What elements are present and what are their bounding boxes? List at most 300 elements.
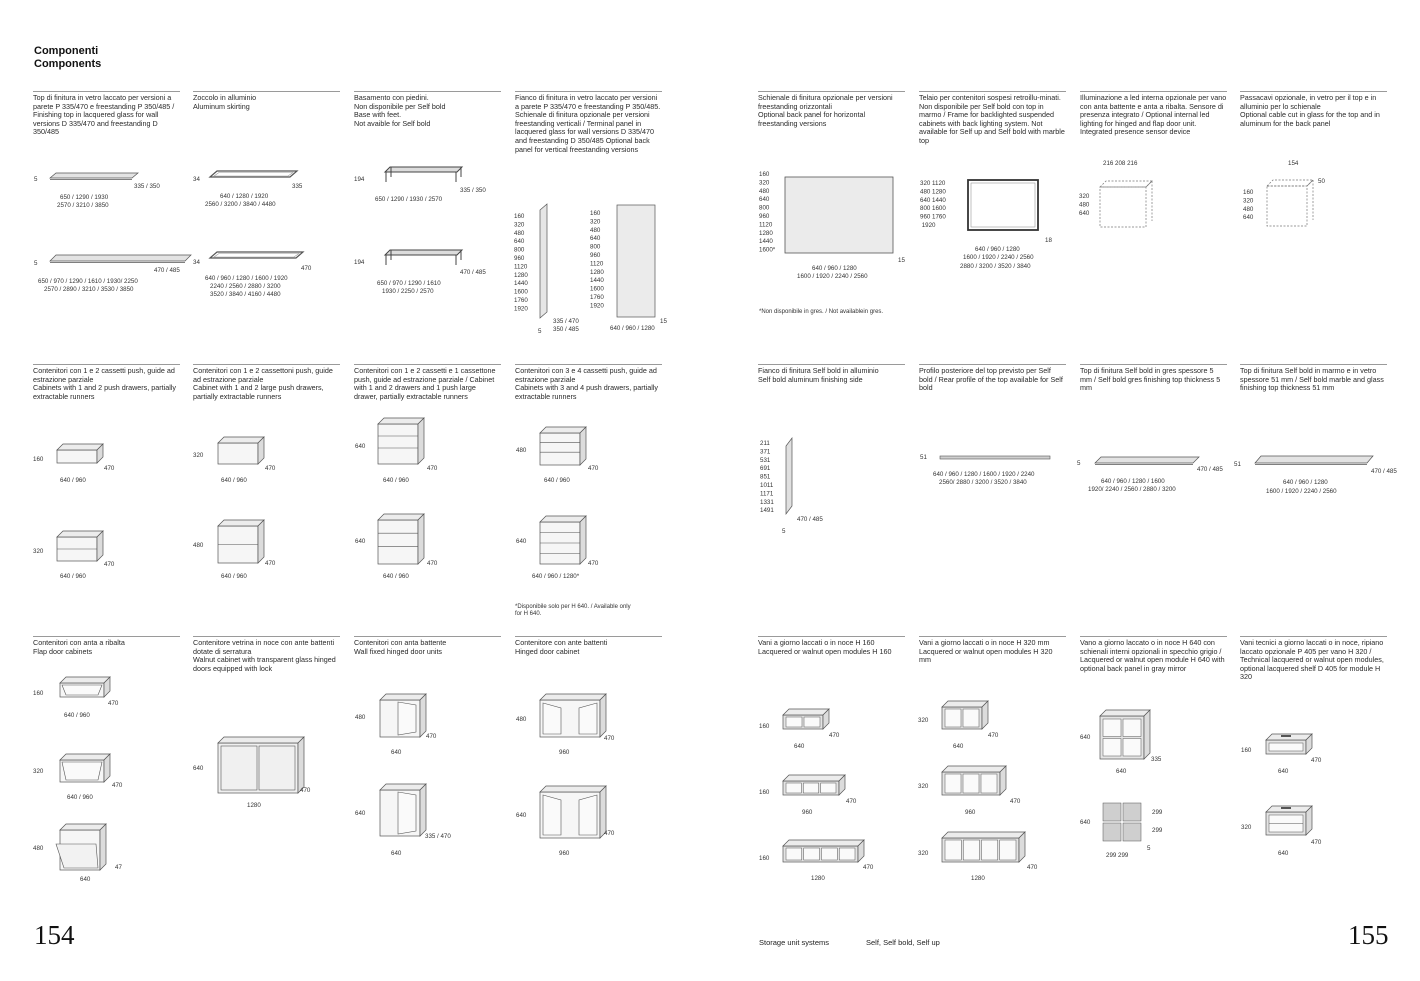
component-description: Top di finitura Self bold in gres spessore 5 mm / Self bold gres finishing top thickness 5 mm	[1080, 366, 1221, 393]
component-description: Vani a giorno laccati o in noce H 320 mm Lacquered or walnut open modules H 320 mm	[919, 638, 1053, 665]
component-drawing	[760, 438, 823, 535]
dimension-label: 335	[1151, 756, 1162, 763]
slab-shape	[50, 173, 138, 178]
dimension-label: 470 / 485	[154, 267, 180, 274]
side-face	[418, 514, 424, 564]
mirror-panel	[1103, 803, 1121, 821]
dimension-value: 640 1440	[920, 196, 946, 204]
dimension-label: 1930 / 2250 / 2570	[382, 288, 434, 295]
top-face	[60, 677, 110, 683]
hinged-door	[398, 792, 416, 834]
hinged-door	[543, 795, 561, 835]
dimension-value: 640	[1243, 214, 1254, 222]
top-face	[540, 427, 586, 433]
back-panel	[617, 205, 655, 317]
side-face	[418, 418, 424, 464]
dimension-value: 320	[514, 221, 525, 229]
dimension-label: 335 / 350	[134, 183, 160, 190]
dimension-value: 640	[759, 196, 770, 204]
dimension-label: 160	[759, 855, 770, 862]
dimension-value: 480 1280	[920, 188, 946, 196]
dimension-label: 1600 / 1920 / 2240 / 2560	[797, 273, 868, 280]
slab-shape	[1255, 456, 1373, 463]
dimension-label: 470	[426, 733, 437, 740]
dimension-value: 1920	[514, 305, 528, 313]
dimension-label: 2880 / 3200 / 3520 / 3840	[960, 263, 1031, 270]
side-face	[298, 737, 304, 793]
back-panel	[785, 177, 893, 253]
dimension-value: 640	[1079, 209, 1090, 217]
dimension-label: 5	[34, 176, 38, 183]
dimension-label: 470 / 485	[460, 269, 486, 276]
dimension-label: 154	[1288, 160, 1299, 167]
top-face	[380, 784, 426, 790]
component-description: Contenitori con 1 e 2 cassetti push, guide ad estrazione parziale Cabinets with 1 and 2 push drawers, partially extractable runners	[33, 366, 177, 401]
dimension-value: 480	[759, 187, 770, 195]
top-face	[1100, 710, 1150, 716]
top-face	[783, 840, 864, 846]
component-drawing	[918, 832, 1038, 882]
dimension-value: 160	[759, 171, 770, 178]
dimension-label: 335 / 350	[460, 187, 486, 194]
dimension-label: 335	[292, 183, 303, 190]
dimension-label: 470	[265, 560, 276, 567]
dimension-value: 320	[759, 179, 770, 187]
dimension-label: 320	[918, 717, 929, 724]
dimension-label: 5	[1077, 460, 1081, 467]
dimension-label: 960	[802, 809, 813, 816]
backlight-frame	[968, 180, 1038, 230]
open-compartment	[1103, 719, 1121, 737]
dimension-label: 470	[604, 735, 615, 742]
component-drawing	[1080, 803, 1163, 859]
dimension-label: 34	[193, 259, 200, 266]
dimension-label: 640	[516, 538, 527, 545]
dimension-value: 480	[590, 226, 601, 234]
component-drawing	[193, 520, 276, 580]
hinged-door	[579, 795, 597, 835]
open-compartment	[1103, 739, 1121, 757]
open-compartment	[982, 840, 998, 860]
component-drawing	[918, 766, 1021, 816]
dimension-label	[590, 210, 604, 309]
dimension-label: 160	[33, 690, 44, 697]
top-face	[378, 514, 424, 520]
dimension-label: 194	[354, 176, 365, 183]
top-face	[218, 437, 264, 443]
top-face	[60, 754, 110, 760]
dimension-label: 470	[604, 830, 615, 837]
front-face	[218, 443, 258, 464]
dimension-label: 640 / 1280 / 1920	[220, 193, 269, 200]
dimension-label: 480	[516, 447, 527, 454]
dimension-label: 650 / 1290 / 1930 / 2570	[375, 196, 443, 203]
dimension-value: 371	[760, 448, 771, 456]
side-face	[580, 427, 586, 465]
dimension-label: 640	[794, 743, 805, 750]
component-drawing	[33, 531, 115, 580]
cable-slot	[1281, 807, 1291, 809]
dimension-label	[1243, 189, 1254, 221]
dimension-value: 960	[759, 213, 770, 220]
component-description: Top di finitura Self bold in marmo e in vetro spessore 51 mm / Self bold marble and glass finishing top thickness 51 mm	[1240, 366, 1384, 393]
dimension-label: 470	[265, 465, 276, 472]
component-drawing	[355, 418, 438, 484]
dimension-label: 640 / 960	[60, 477, 86, 484]
open-compartment	[822, 848, 838, 860]
dimension-label: 320	[33, 768, 44, 775]
component-description: Contenitori con anta a ribalta Flap door cabinets	[33, 638, 125, 656]
footer-category: Storage unit systems	[759, 938, 830, 947]
component-description: Top di finitura in vetro laccato per versioni a parete P 335/470 e freestanding P 350/485 / Finishing top in lacquered glass for wall versions D 335/470 and freestanding D 350/485	[33, 93, 175, 137]
top-face	[60, 824, 106, 830]
dimension-label: 470 / 485	[1197, 466, 1223, 473]
cable-slot	[1281, 735, 1291, 737]
dimension-label: 960	[559, 749, 570, 756]
dimension-label: 640 / 960 / 1280	[610, 325, 655, 332]
open-compartment	[786, 848, 802, 860]
component-drawing	[516, 516, 599, 580]
dimension-label: 470	[300, 787, 311, 794]
dimension-label: 650 / 1290 / 1930	[60, 194, 109, 201]
dimension-label: 640 / 960	[544, 477, 570, 484]
dimension-label: 640 / 960 / 1280	[1283, 479, 1328, 486]
dimension-label: 5	[34, 260, 38, 267]
open-compartment	[963, 709, 979, 727]
dimension-label: 5	[538, 328, 542, 335]
mirror-panel	[1103, 823, 1121, 841]
dimension-label: 47	[115, 864, 122, 871]
hinged-door	[543, 703, 561, 734]
dimension-value: 1760	[590, 294, 604, 301]
slab-shape	[50, 255, 191, 261]
dimension-value: 1600	[514, 288, 528, 296]
open-compartment	[945, 840, 961, 860]
component-description: Basamento con piedini. Non disponibile per Self bold Base with feet. Not avaible for Self bold	[354, 93, 446, 128]
dimension-label: 960	[965, 809, 976, 816]
dimension-label: 470	[829, 732, 840, 739]
dimension-label: 1920/ 2240 / 2560 / 2880 / 3200	[1088, 486, 1176, 493]
dimension-label: 640 / 960 / 1280	[975, 246, 1020, 253]
dimension-label: 470	[1010, 798, 1021, 805]
dimension-label: 470	[1027, 864, 1038, 871]
component-drawing	[759, 775, 857, 816]
dimension-label: 640 / 960	[383, 573, 409, 580]
dimension-label: 470	[988, 732, 999, 739]
dimension-label: 480	[193, 542, 204, 549]
dimension-label: 320	[33, 548, 44, 555]
front-face	[57, 450, 97, 463]
top-face	[380, 694, 426, 700]
open-compartment	[963, 774, 979, 793]
dimension-label: 320	[193, 452, 204, 459]
dimension-value: 1760	[514, 297, 528, 304]
flap-door	[62, 685, 102, 695]
component-drawing	[1234, 456, 1397, 495]
dimension-label: 640	[355, 810, 366, 817]
component-description: Contenitore con ante battenti Hinged door cabinet	[515, 638, 608, 656]
dimension-value: 800	[514, 246, 525, 254]
dimension-value: 640	[590, 235, 601, 243]
dimension-label: 15	[898, 257, 905, 264]
dimension-label	[760, 440, 774, 514]
component-description: Schienale di finitura opzionale per versioni freestanding orizzontali Optional back panel for horizontal freestanding versions	[758, 93, 893, 128]
front-face	[378, 520, 418, 564]
dimension-label: 15	[660, 318, 667, 325]
component-drawing	[1243, 160, 1325, 226]
dimension-label: 335 / 470	[553, 318, 579, 325]
dimension-label: 650 / 970 / 1290 / 1610 / 1930/ 2250	[38, 278, 138, 285]
dimension-value: 1600*	[759, 246, 776, 254]
side-face	[580, 516, 586, 564]
open-compartment	[804, 848, 820, 860]
component-description: Vani a giorno laccati o in noce H 160 Lacquered or walnut open modules H 160	[758, 638, 892, 656]
dimension-label: 640	[953, 743, 964, 750]
open-compartment	[945, 709, 961, 727]
dimension-label: 5	[1147, 845, 1151, 852]
hinged-door	[398, 702, 416, 735]
dimension-value: 960	[590, 252, 601, 259]
dimension-label: 640 / 960 / 1280 / 1600	[1101, 478, 1165, 485]
dimension-value: 691	[760, 465, 771, 473]
component-description: Contenitori con 1 e 2 cassettoni push, guide ad estrazione parziale Cabinet with 1 and 2 large push drawers, partially extractable runners	[193, 366, 333, 401]
dimension-label: 51	[920, 454, 927, 461]
dimension-value: 160	[514, 213, 525, 220]
component-drawing	[33, 444, 115, 484]
dimension-label: 640 / 960	[221, 573, 247, 580]
dimension-label: 320	[918, 783, 929, 790]
dimension-value: 320	[590, 218, 601, 226]
base-top	[385, 250, 462, 255]
top-face	[378, 418, 424, 424]
dimension-label: 2560 / 3200 / 3840 / 4480	[205, 201, 276, 208]
dimension-label: 640	[1278, 768, 1289, 775]
front-face	[378, 424, 418, 464]
open-compartment	[963, 840, 979, 860]
dimension-label	[514, 213, 528, 312]
open-compartment	[804, 717, 820, 727]
dimension-label: 640	[1080, 734, 1091, 741]
dimension-label: 640 / 960 / 1280	[812, 265, 857, 272]
dimension-value: 1120	[590, 260, 604, 268]
component-drawing	[920, 180, 1052, 270]
component-description: Contenitori con 3 e 4 cassetti push, guide ad estrazione parziale Cabinets with 3 and 4 push drawers, partially extractable runners	[515, 366, 659, 401]
cube-top	[1267, 180, 1313, 186]
dimension-value: 211	[760, 440, 770, 447]
dimension-value: 531	[760, 456, 771, 464]
component-drawing	[34, 173, 160, 209]
dimension-label: 640	[391, 749, 402, 756]
dimension-value: 1920	[590, 302, 604, 310]
dimension-label: 470	[588, 465, 599, 472]
component-drawing	[193, 171, 303, 208]
dimension-label: 299	[1152, 827, 1163, 834]
dimension-label: 1600 / 1920 / 2240 / 2560	[1266, 488, 1337, 495]
side-face	[420, 694, 426, 737]
dimension-value: 800	[590, 243, 601, 251]
dimension-label: 1600 / 1920 / 2240 / 2560	[963, 254, 1034, 261]
component-drawing	[514, 204, 579, 335]
top-face	[942, 701, 988, 707]
dimension-value: 320	[1079, 193, 1090, 200]
cube-front	[1267, 186, 1307, 226]
dimension-label: 640	[355, 538, 366, 545]
dimension-value: 800	[759, 204, 770, 212]
aluminum-side	[786, 438, 792, 514]
footnote: *Non disponibile in gres. / Not availablein gres.	[759, 309, 884, 315]
component-drawing	[516, 694, 615, 756]
dimension-label: 160	[759, 789, 770, 796]
dimension-value: 1440	[590, 277, 604, 285]
dimension-label: 640 / 960 / 1280 / 1600 / 1920 / 2240	[933, 471, 1035, 478]
dimension-label: 470	[104, 561, 115, 568]
dimension-label: 640 / 960	[67, 794, 93, 801]
dimension-label: 640	[80, 876, 91, 883]
hinged-door	[579, 703, 597, 734]
cube-front	[1100, 187, 1146, 227]
open-compartment	[786, 717, 802, 727]
dimension-label: 5	[782, 528, 786, 535]
dimension-value: 160	[590, 210, 601, 217]
dimension-value: 1331	[760, 498, 774, 506]
open-compartment	[1123, 719, 1141, 737]
component-drawing	[193, 252, 312, 298]
dimension-label: 350 / 485	[553, 326, 579, 333]
base-top	[385, 167, 462, 172]
dimension-label: 470	[104, 465, 115, 472]
component-description: Contenitori con anta battente Wall fixed hinged door units	[354, 638, 447, 656]
dimension-label: 18	[1045, 237, 1052, 244]
skirting-inner	[214, 173, 293, 177]
top-face	[540, 786, 606, 792]
component-drawing	[590, 205, 667, 332]
dimension-label: 640	[193, 765, 204, 772]
dimension-label: 50	[1318, 178, 1325, 185]
mirror-panel	[1123, 803, 1141, 821]
dimension-value: 1920	[920, 222, 936, 229]
dimension-value: 1280	[590, 268, 604, 276]
dimension-label: 650 / 970 / 1290 / 1610	[377, 280, 441, 287]
dimension-label: 640 / 960	[221, 477, 247, 484]
front-face	[540, 433, 580, 465]
component-drawing	[1077, 457, 1223, 493]
dimension-label	[1079, 193, 1090, 217]
component-description: Contenitori con 1 e 2 cassetti e 1 cassettone push, guide ad estrazione parziale / Cabinet with 1 and 2 drawers and 1 push large drawer, partially extractable runners	[354, 366, 496, 401]
component-description: Passacavi opzionale, in vetro per il top e in alluminio per lo schienale Optional cable cut in glass for the top and in aluminum for the back panel	[1240, 93, 1380, 128]
component-drawing	[1079, 160, 1152, 227]
dimension-label: 470	[1311, 839, 1322, 846]
dimension-value: 851	[760, 473, 771, 481]
page-number-right: 155	[1348, 920, 1389, 950]
dimension-value: 1280	[514, 271, 528, 279]
dimension-label: 160	[759, 723, 770, 730]
top-face	[942, 766, 1006, 772]
component-drawing	[193, 737, 311, 809]
component-drawing	[33, 824, 122, 883]
dimension-label: 470 / 485	[797, 516, 823, 523]
top-face	[218, 737, 304, 743]
dimension-value: 1171	[760, 490, 774, 498]
dimension-label: 470	[108, 700, 119, 707]
component-drawing	[918, 701, 999, 750]
dimension-label: 320	[1241, 824, 1252, 831]
component-drawing	[355, 784, 451, 857]
component-description: Zoccolo in alluminio Aluminum skirting	[193, 93, 257, 111]
dimension-label: 2240 / 2560 / 2880 / 3200	[210, 283, 281, 290]
top-face	[783, 709, 829, 715]
dimension-label: 480	[355, 714, 366, 721]
dimension-value: 1600	[590, 285, 604, 293]
dimension-value: 320	[1243, 197, 1254, 205]
dimension-label: 640	[1116, 768, 1127, 775]
side-face	[100, 824, 106, 870]
dimension-value: 480	[1243, 205, 1254, 213]
side-face	[258, 520, 264, 563]
open-compartment	[1000, 840, 1016, 860]
dimension-label: 640	[516, 812, 527, 819]
dimension-label: 470	[301, 265, 312, 272]
dimension-value: 1120	[759, 221, 773, 229]
component-drawing	[920, 454, 1050, 486]
dimension-label: 480	[516, 716, 527, 723]
component-description: Contenitore vetrina in noce con ante battenti dotate di serratura Walnut cabinet with transparent glass hinged doors equipped with lock	[193, 638, 336, 673]
dimension-value: 800 1600	[920, 205, 946, 213]
dimension-label: 2570 / 2890 / 3210 / 3530 / 3850	[44, 286, 134, 293]
front-face	[218, 743, 298, 793]
component-drawing	[516, 427, 599, 484]
component-drawing	[193, 437, 276, 484]
dimension-label: 640	[1080, 819, 1091, 826]
dimension-value: 1491	[760, 507, 774, 515]
dimension-label: 640 / 960 / 1280*	[532, 573, 580, 580]
footer-products: Self, Self bold, Self up	[866, 938, 940, 947]
side-face	[600, 694, 606, 737]
component-description: Illuminazione a led interna opzionale per vano con anta battente e anta a ribalta. Sensore di presenza integrato / Optional internal led lighting for hinged and flap door unit. Integrated presence sensor device	[1080, 93, 1227, 137]
dimension-label: 470	[1311, 757, 1322, 764]
top-face	[540, 694, 606, 700]
dimension-label: 160	[1241, 747, 1252, 754]
dimension-label: 299 299	[1106, 852, 1129, 859]
footnote: *Disponibile solo per H 640. / Available only for H 640.	[515, 604, 631, 617]
side-face	[420, 784, 426, 836]
dimension-label: 1280	[247, 802, 261, 809]
component-drawing	[33, 677, 119, 719]
dimension-value: 1011	[760, 482, 774, 489]
top-face	[218, 520, 264, 526]
component-drawing	[354, 167, 486, 203]
component-drawing	[1241, 806, 1322, 857]
dimension-label: 34	[193, 176, 200, 183]
dimension-label	[920, 180, 946, 229]
dimension-label: 640	[391, 850, 402, 857]
rear-profile	[940, 456, 1050, 459]
open-compartment	[803, 783, 818, 793]
component-drawing	[355, 514, 438, 580]
dimension-label: 470 / 485	[1371, 468, 1397, 475]
dimension-label: 640	[1278, 850, 1289, 857]
cube-edge	[1307, 180, 1313, 186]
dimension-value: 320 1120	[920, 180, 946, 187]
flap-door	[62, 762, 102, 780]
section-title-en: Components	[34, 58, 102, 70]
component-drawing	[355, 694, 437, 756]
dimension-label: 470	[427, 560, 438, 567]
component-description: Profilo posteriore del top previsto per Self bold / Rear profile of the top available for Self bold	[919, 366, 1063, 393]
dimension-label	[759, 171, 776, 254]
dimension-label: 3520 / 3840 / 4160 / 4480	[210, 291, 281, 298]
component-description: Telaio per contenitori sospesi retroillu-minati. Non disponibile per Self bold con top in marmo / Frame for backlighted suspended cabinets with back lighting system. Not available for Self up and Self bold with marble top	[919, 93, 1065, 145]
component-drawing	[1080, 710, 1162, 775]
